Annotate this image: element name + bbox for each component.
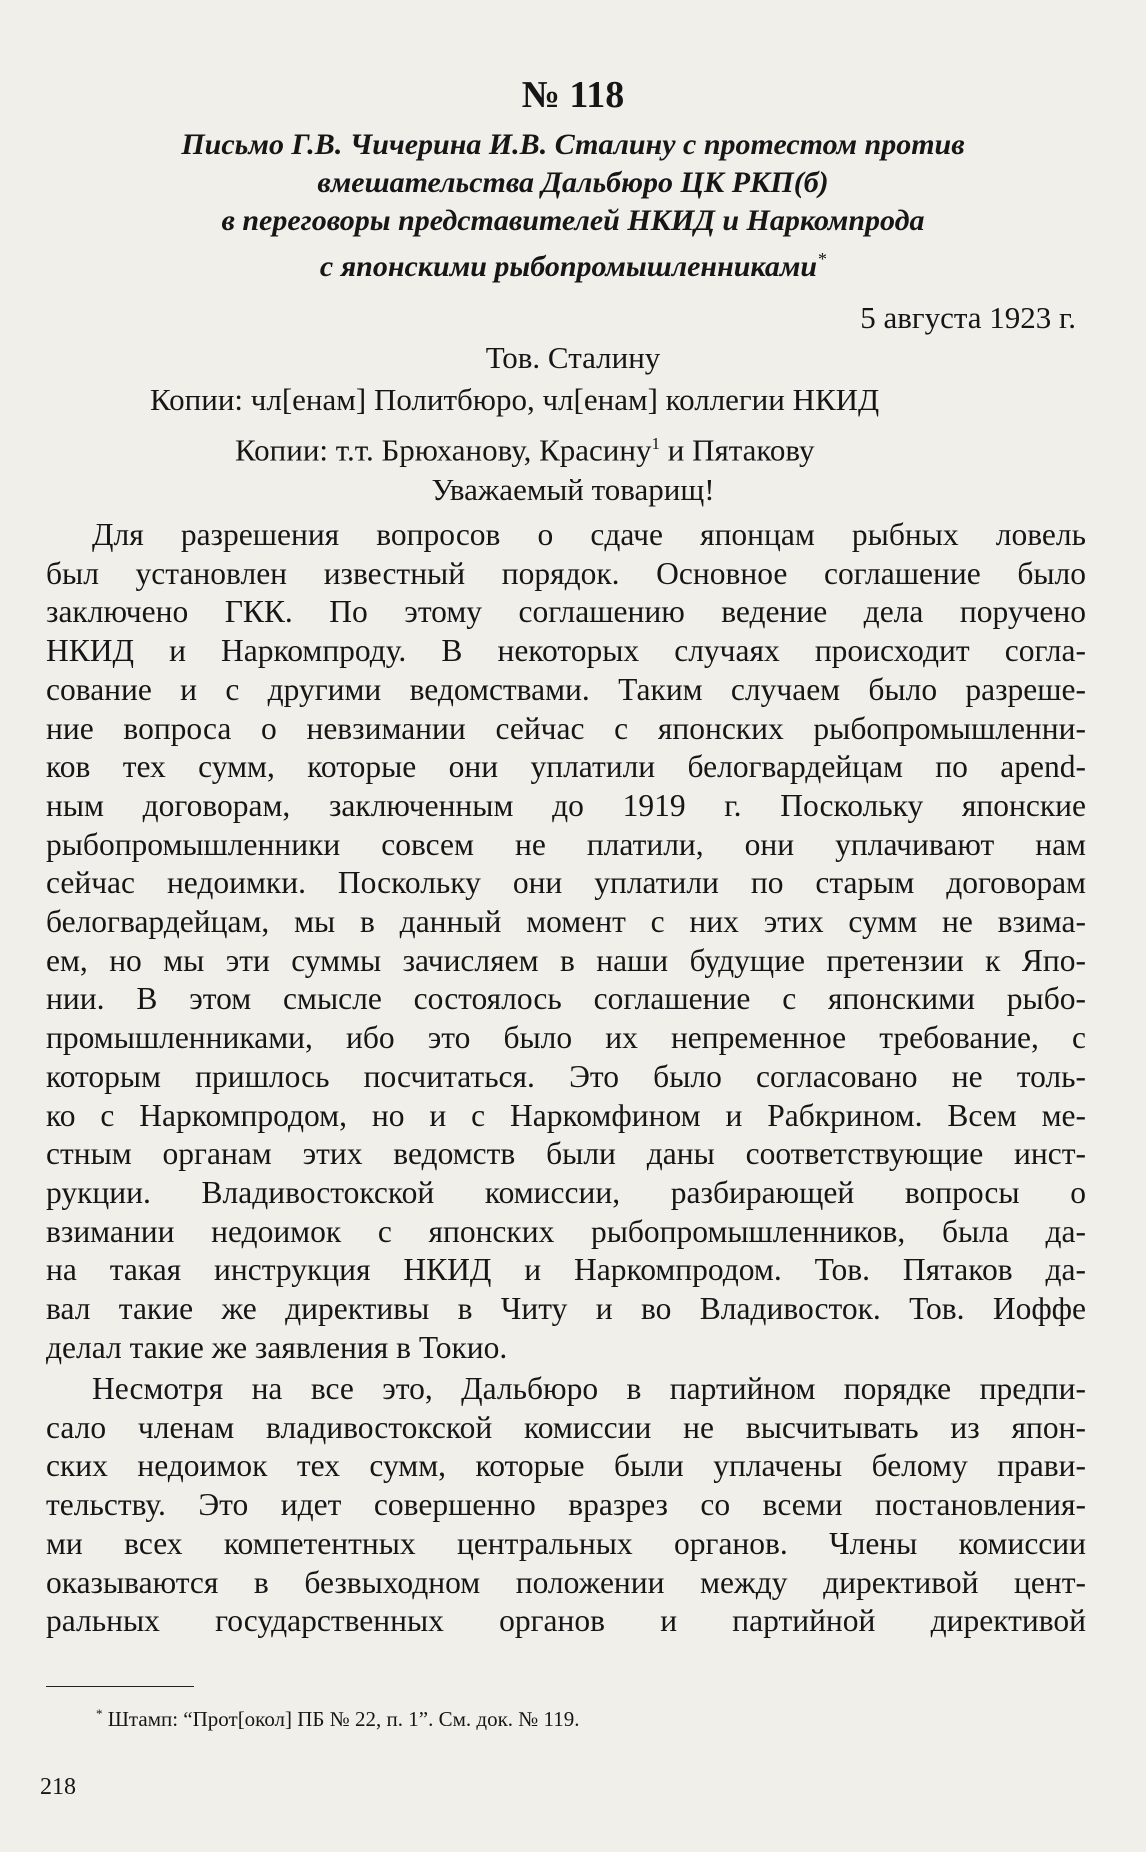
text-line: на такая инструкция НКИД и Наркомпродом. Тов. Пятаков да- xyxy=(46,1252,1086,1288)
footnote-mark: 1 xyxy=(651,434,660,453)
title-line: Письмо Г.В. Чичерина И.В. Сталину с протестом против xyxy=(181,128,965,161)
page-number: 218 xyxy=(40,1774,76,1800)
text-line: ских недоимок тех сумм, которые были уплачены белому прави- xyxy=(46,1448,1086,1484)
title-line-text: с японскими рыбопромышленниками xyxy=(319,250,818,283)
text-line: сование и с другими ведомствами. Таким случаем было разреше- xyxy=(46,671,1086,707)
text-line: стным органам этих ведомств были даны соответствующие инст- xyxy=(46,1136,1086,1172)
title-line: вмешательства Дальбюро ЦК РКП(б) xyxy=(317,166,829,199)
text-line: которым пришлось посчитаться. Это было согласовано не толь- xyxy=(46,1058,1086,1094)
text-line: сало членам владивостокской комиссии не высчитывать из япон- xyxy=(46,1409,1086,1445)
text-line: промышленниками, ибо это было их непременное требование, с xyxy=(46,1020,1086,1056)
text-line: НКИД и Наркомпроду. В некоторых случаях происходит согла- xyxy=(46,633,1086,669)
text-line: был установлен известный порядок. Основное соглашение было xyxy=(46,555,1086,591)
copies-line-text: и Пятакову xyxy=(660,432,815,468)
footnote-divider xyxy=(46,1686,194,1687)
footnote-mark: * xyxy=(817,249,827,269)
text-line: ным договорам, заключенным до 1919 г. Поскольку японские xyxy=(46,787,1086,823)
letter-date: 5 августа 1923 г. xyxy=(860,300,1076,335)
text-line: ние вопроса о невзимании сейчас с японских рыбопромышленни- xyxy=(46,710,1086,746)
copies-line-text: Копии: т.т. Брюханову, Красину xyxy=(235,432,652,468)
body-paragraph-1 xyxy=(46,516,1086,1367)
text-line: заключено ГКК. По этому соглашению ведение дела поручено xyxy=(46,594,1086,630)
text-line: белогвардейцам, мы в данный момент с них этих сумм не взима- xyxy=(46,904,1086,940)
body-paragraph-2 xyxy=(46,1370,1086,1641)
text-line: ральных государственных органов и партийной директивой xyxy=(46,1603,1086,1639)
footnote-mark: * xyxy=(96,1706,103,1721)
text-line: рыбопромышленники совсем не платили, они уплачивают нам xyxy=(46,826,1086,862)
text-line: взимании недоимок с японских рыбопромышленников, была да- xyxy=(46,1213,1086,1249)
title-line xyxy=(60,240,1086,286)
document-title xyxy=(60,126,1086,286)
text-line: ко с Наркомпродом, но и с Наркомфином и Рабкрином. Всем ме- xyxy=(46,1097,1086,1133)
document-number: № 118 xyxy=(521,74,625,116)
copies-line xyxy=(150,422,1050,472)
text-line: оказываются в безвыходном положении между директивой цент- xyxy=(46,1564,1086,1600)
text-line: сейчас недоимки. Поскольку они уплатили по старым договорам xyxy=(46,865,1086,901)
copies-block xyxy=(150,378,1050,472)
text-line: ем, но мы эти суммы зачисляем в наши будущие претензии к Япо- xyxy=(46,942,1086,978)
copies-line: Копии: чл[енам] Политбюро, чл[енам] коллегии НКИД xyxy=(150,382,880,417)
footnote-text: Штамп: “Прот[окол] ПБ № 22, п. 1”. См. док. № 119. xyxy=(102,1707,580,1731)
text-line: ми всех компетентных центральных органов. Члены комиссии xyxy=(46,1525,1086,1561)
text-line: вал такие же директивы в Читу и во Владивосток. Тов. Иоффе xyxy=(46,1291,1086,1327)
title-line: в переговоры представителей НКИД и Наркомпрода xyxy=(221,204,925,237)
text-line: Несмотря на все это, Дальбюро в партийном порядке предпи- xyxy=(92,1371,1086,1406)
addressee: Тов. Сталину xyxy=(485,340,661,375)
footnote xyxy=(96,1700,580,1733)
text-line: тельству. Это идет совершенно вразрез со всеми постановления- xyxy=(46,1487,1086,1523)
salutation: Уважаемый товарищ! xyxy=(431,472,715,507)
text-line: нии. В этом смысле состоялось соглашение с японскими рыбо- xyxy=(46,981,1086,1017)
text-line: делал такие же заявления в Токио. xyxy=(46,1329,508,1365)
text-line: рукции. Владивостокской комиссии, разбирающей вопросы о xyxy=(46,1174,1086,1210)
text-line: Для разрешения вопросов о сдаче японцам рыбных ловель xyxy=(92,517,1086,552)
text-line: ков тех сумм, которые они уплатили белогвардейцам по арend- xyxy=(46,749,1086,785)
